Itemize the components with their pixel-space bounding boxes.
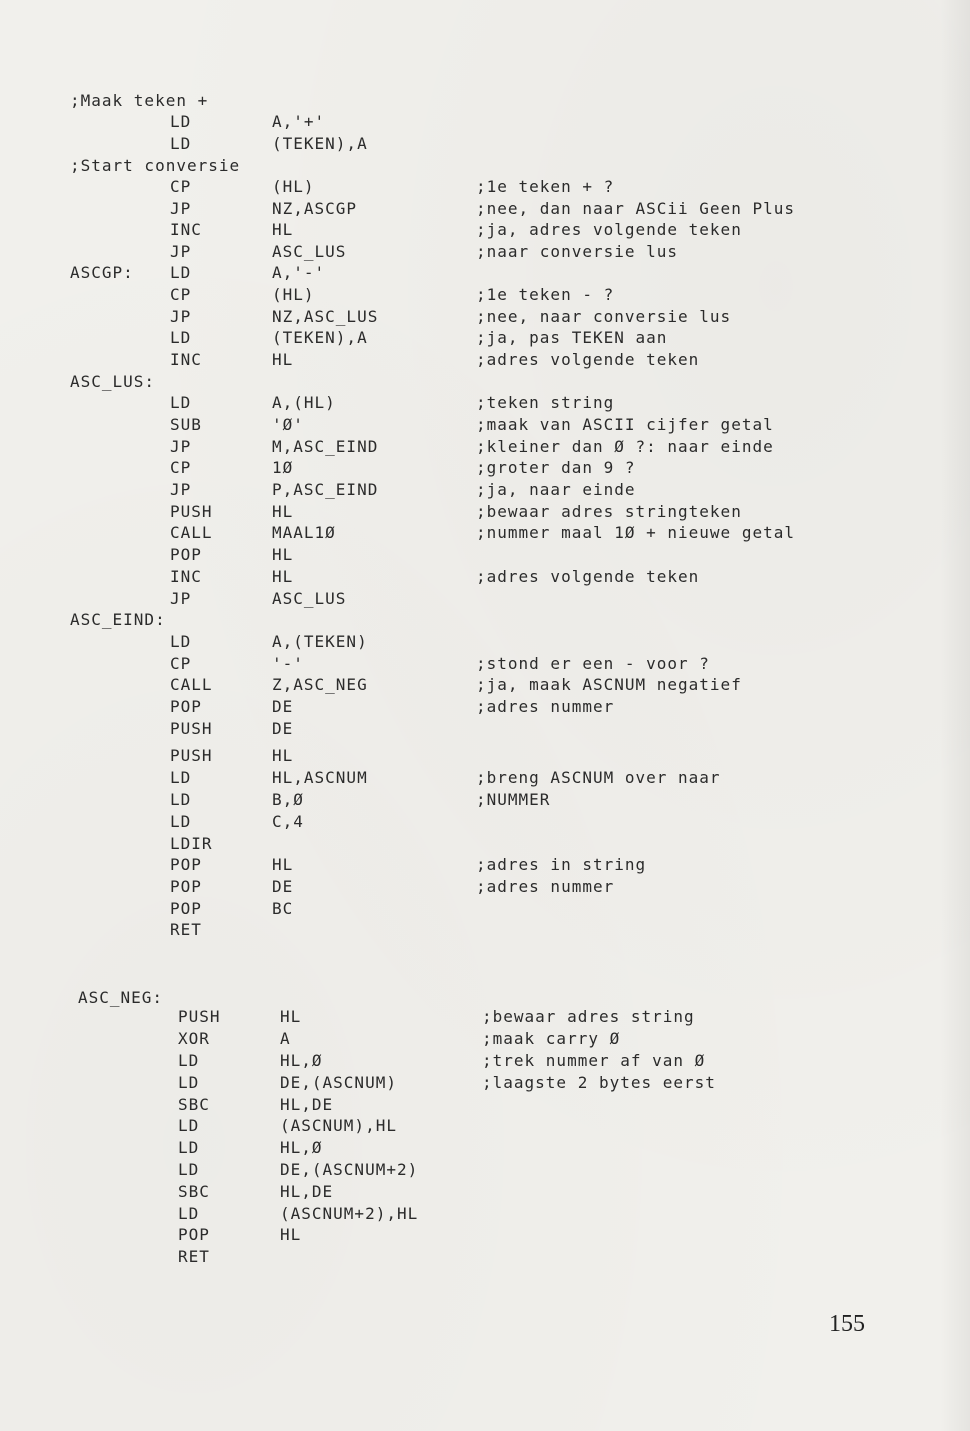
code-operand: (HL) (272, 285, 315, 304)
code-opcode: CP (170, 177, 192, 196)
code-operand: HL,Ø (280, 1138, 323, 1157)
code-operand: (ASCNUM),HL (280, 1116, 397, 1135)
code-operand: HL,DE (280, 1182, 334, 1201)
code-comment: ;groter dan 9 ? (476, 458, 636, 477)
code-comment: ;nee, naar conversie lus (476, 307, 732, 326)
code-opcode: CP (170, 458, 192, 477)
code-opcode: LD (170, 812, 192, 831)
code-opcode: JP (170, 307, 192, 326)
code-opcode: PUSH (170, 746, 213, 765)
code-comment: ;ja, maak ASCNUM negatief (476, 675, 742, 694)
code-comment: ;adres nummer (476, 697, 615, 716)
page-number: 155 (829, 1311, 865, 1337)
code-comment: ;adres nummer (476, 877, 615, 896)
code-opcode: CALL (170, 523, 213, 542)
code-operand: BC (272, 899, 294, 918)
code-opcode: PUSH (178, 1007, 221, 1026)
code-opcode: POP (170, 855, 202, 874)
code-operand: C,4 (272, 812, 304, 831)
code-opcode: JP (170, 437, 192, 456)
code-opcode: LD (170, 328, 192, 347)
code-comment: ;1e teken + ? (476, 177, 615, 196)
code-opcode: CALL (170, 675, 213, 694)
code-opcode: CP (170, 285, 192, 304)
code-opcode: JP (170, 589, 192, 608)
code-comment: ;bewaar adres stringteken (476, 502, 742, 521)
code-opcode: LD (170, 632, 192, 651)
code-opcode: INC (170, 220, 202, 239)
code-opcode: LD (170, 263, 192, 282)
code-comment: ;adres volgende teken (476, 567, 700, 586)
code-comment: ;adres in string (476, 855, 647, 874)
code-label: ASCGP: (70, 263, 134, 282)
code-comment: ;maak carry Ø (482, 1029, 621, 1048)
code-operand: 1Ø (272, 458, 294, 477)
code-opcode: RET (170, 920, 202, 939)
code-comment: ;laagste 2 bytes eerst (482, 1073, 716, 1092)
code-opcode: RET (178, 1247, 210, 1266)
code-operand: HL (280, 1225, 302, 1244)
code-comment: ;adres volgende teken (476, 350, 700, 369)
code-operand: HL,DE (280, 1095, 334, 1114)
code-operand: HL,Ø (280, 1051, 323, 1070)
code-operand: HL (272, 502, 294, 521)
code-operand: A,'+' (272, 112, 326, 131)
code-operand: Z,ASC_NEG (272, 675, 368, 694)
code-operand: HL (280, 1007, 302, 1026)
code-label: ;Start conversie (70, 156, 241, 175)
code-opcode: LD (178, 1116, 200, 1135)
code-opcode: CP (170, 654, 192, 673)
code-label: ;Maak teken + (70, 91, 209, 110)
code-opcode: POP (170, 697, 202, 716)
code-operand: (TEKEN),A (272, 328, 368, 347)
code-operand: HL (272, 855, 294, 874)
code-label: ASC_EIND: (70, 610, 166, 629)
code-comment: ;maak van ASCII cijfer getal (476, 415, 774, 434)
code-comment: ;stond er een - voor ? (476, 654, 710, 673)
code-comment: ;bewaar adres string (482, 1007, 695, 1026)
code-operand: M,ASC_EIND (272, 437, 379, 456)
code-operand: HL (272, 220, 294, 239)
code-opcode: POP (170, 545, 202, 564)
code-opcode: JP (170, 480, 192, 499)
code-operand: HL (272, 350, 294, 369)
code-comment: ;ja, pas TEKEN aan (476, 328, 668, 347)
code-opcode: LD (178, 1160, 200, 1179)
code-opcode: JP (170, 242, 192, 261)
code-label: ASC_NEG: (78, 988, 164, 1007)
code-operand: A,(HL) (272, 393, 336, 412)
code-operand: ASC_LUS (272, 242, 347, 261)
code-operand: HL (272, 567, 294, 586)
code-comment: ;ja, naar einde (476, 480, 636, 499)
code-comment: ;kleiner dan Ø ?: naar einde (476, 437, 774, 456)
code-opcode: INC (170, 567, 202, 586)
code-opcode: PUSH (170, 719, 213, 738)
code-operand: DE,(ASCNUM) (280, 1073, 397, 1092)
code-operand: B,Ø (272, 790, 304, 809)
code-operand: '-' (272, 654, 304, 673)
code-operand: A,(TEKEN) (272, 632, 368, 651)
code-operand: HL (272, 545, 294, 564)
code-opcode: SUB (170, 415, 202, 434)
code-opcode: SBC (178, 1095, 210, 1114)
code-opcode: POP (170, 899, 202, 918)
code-operand: 'Ø' (272, 415, 304, 434)
code-comment: ;1e teken - ? (476, 285, 615, 304)
code-comment: ;naar conversie lus (476, 242, 679, 261)
code-operand: NZ,ASCGP (272, 199, 358, 218)
code-opcode: POP (178, 1225, 210, 1244)
code-opcode: XOR (178, 1029, 210, 1048)
code-operand: (HL) (272, 177, 315, 196)
code-operand: P,ASC_EIND (272, 480, 379, 499)
code-operand: DE (272, 697, 294, 716)
code-opcode: LDIR (170, 834, 213, 853)
code-opcode: LD (170, 134, 192, 153)
code-opcode: LD (178, 1073, 200, 1092)
code-opcode: LD (170, 768, 192, 787)
code-comment: ;trek nummer af van Ø (482, 1051, 706, 1070)
code-opcode: LD (178, 1204, 200, 1223)
code-comment: ;breng ASCNUM over naar (476, 768, 721, 787)
code-opcode: LD (178, 1138, 200, 1157)
code-opcode: PUSH (170, 502, 213, 521)
code-opcode: LD (170, 393, 192, 412)
page-edge-shadow (940, 0, 970, 1431)
code-opcode: JP (170, 199, 192, 218)
code-operand: HL (272, 746, 294, 765)
code-operand: (ASCNUM+2),HL (280, 1204, 419, 1223)
code-label: ASC_LUS: (70, 372, 156, 391)
code-operand: ASC_LUS (272, 589, 347, 608)
code-operand: NZ,ASC_LUS (272, 307, 379, 326)
code-operand: HL,ASCNUM (272, 768, 368, 787)
code-comment: ;ja, adres volgende teken (476, 220, 742, 239)
code-opcode: INC (170, 350, 202, 369)
code-operand: A (280, 1029, 291, 1048)
code-comment: ;nummer maal 1Ø + nieuwe getal (476, 523, 795, 542)
code-opcode: SBC (178, 1182, 210, 1201)
code-operand: MAAL1Ø (272, 523, 336, 542)
code-opcode: LD (170, 790, 192, 809)
code-operand: DE (272, 877, 294, 896)
code-operand: A,'-' (272, 263, 326, 282)
code-comment: ;nee, dan naar ASCii Geen Plus (476, 199, 795, 218)
code-operand: DE (272, 719, 294, 738)
code-operand: DE,(ASCNUM+2) (280, 1160, 419, 1179)
code-comment: ;NUMMER (476, 790, 551, 809)
code-opcode: LD (178, 1051, 200, 1070)
code-comment: ;teken string (476, 393, 615, 412)
code-operand: (TEKEN),A (272, 134, 368, 153)
code-opcode: LD (170, 112, 192, 131)
code-opcode: POP (170, 877, 202, 896)
